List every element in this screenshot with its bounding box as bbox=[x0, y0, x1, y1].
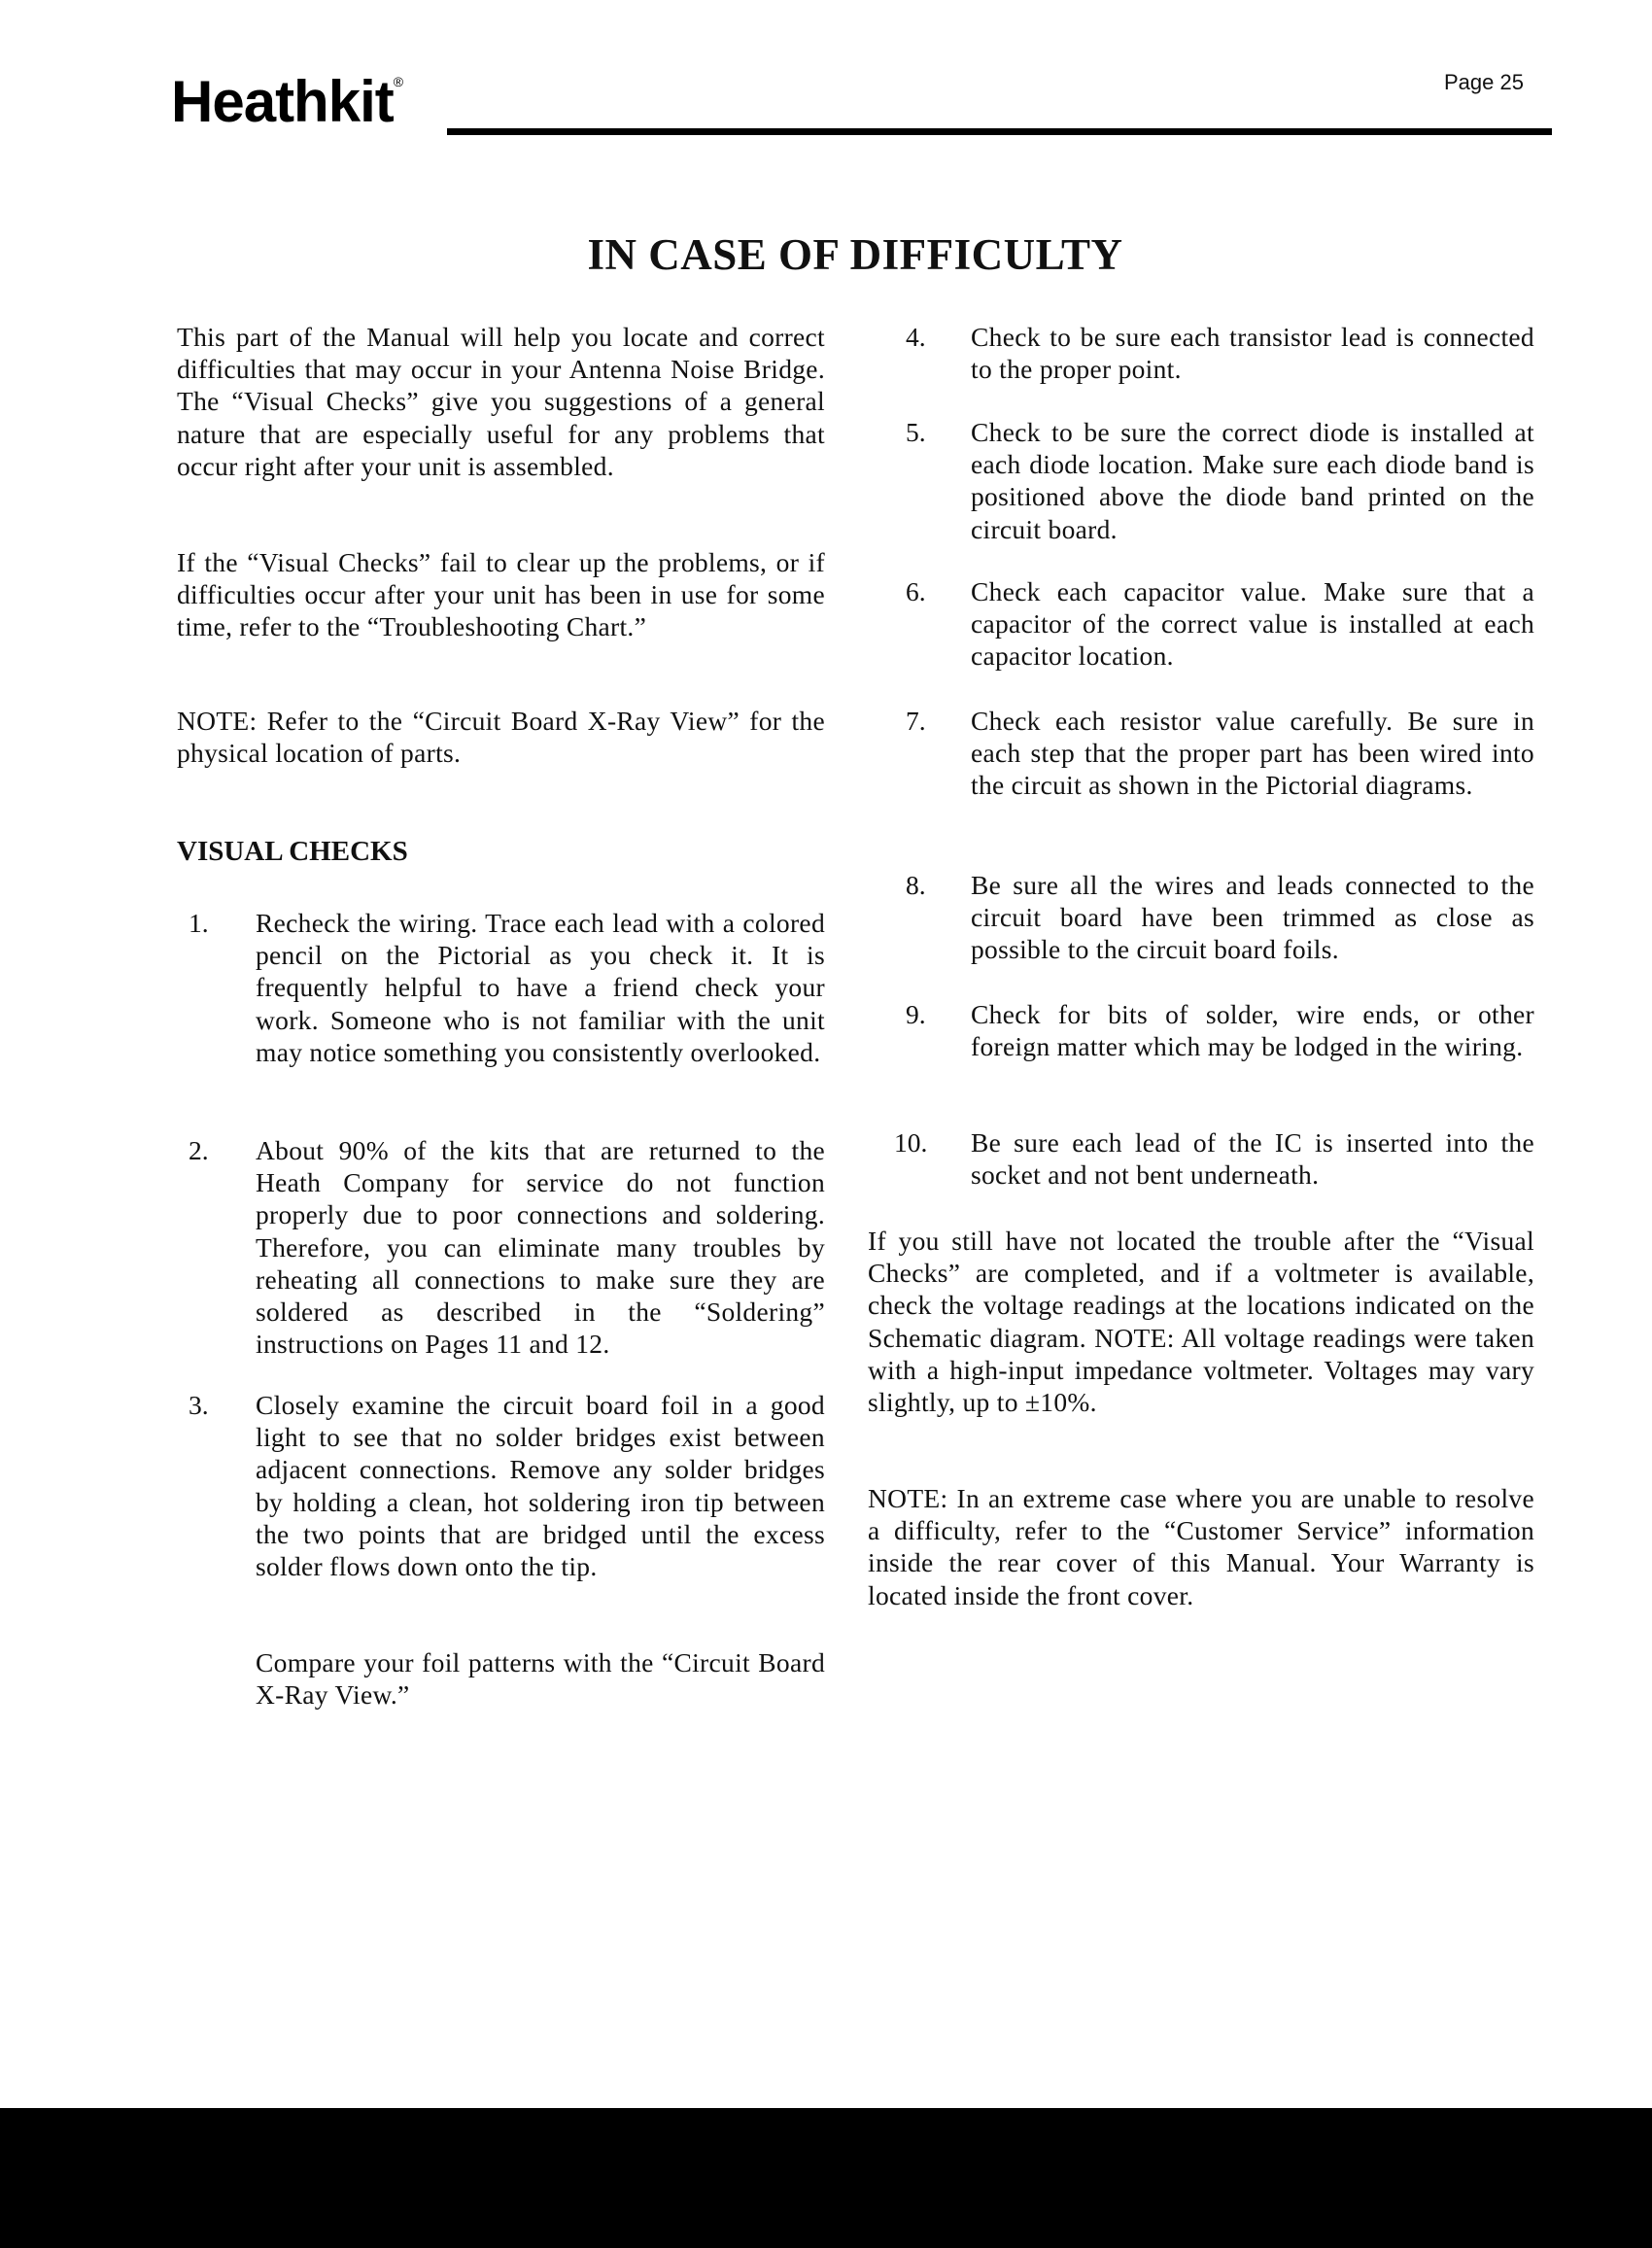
item-number: 1. bbox=[189, 908, 209, 938]
item-number: 2. bbox=[189, 1135, 209, 1165]
check-item: Check each capacitor value. Make sure that a capacitor of the correct value is installed at each capacitor location. bbox=[971, 576, 1534, 672]
check-item: Check for bits of solder, wire ends, or other foreign matter which may be lodged in the wiring. bbox=[971, 999, 1534, 1062]
intro-paragraph: If the “Visual Checks” fail to clear up the problems, or if difficulties occur after your unit has been in use for some time, refer to the “Troubleshooting Chart.” bbox=[177, 547, 825, 642]
registered-mark: ® bbox=[393, 74, 403, 89]
scan-border bbox=[0, 2108, 1652, 2248]
header-rule bbox=[447, 128, 1552, 135]
item-number: 6. bbox=[906, 576, 926, 606]
check-item: Check to be sure each transistor lead is connected to the proper point. bbox=[971, 322, 1534, 385]
check-item: Be sure all the wires and leads connected to the circuit board have been trimmed as close as possible to the circuit board foils. bbox=[971, 870, 1534, 965]
closing-note: NOTE: In an extreme case where you are unable to resolve a difficulty, refer to the “Customer Service” information inside the rear cover of this Manual. Your Warranty is located inside the front cover. bbox=[868, 1483, 1534, 1610]
closing-paragraph: If you still have not located the trouble after the “Visual Checks” are completed, and if a voltmeter is available, check the voltage readings at the locations indicated on the Schematic diagram. NOTE: All voltage readings were taken with a high-input impedance voltmeter. Voltages may vary slightly, up to ±10%. bbox=[868, 1226, 1534, 1418]
note-paragraph: NOTE: Refer to the “Circuit Board X-Ray View” for the physical location of parts. bbox=[177, 706, 825, 769]
page-number: Page 25 bbox=[1444, 70, 1524, 94]
check-item: About 90% of the kits that are returned to the Heath Company for service do not function properly due to poor connections and soldering. Therefore, you can eliminate many troubles by reheating all connections to make sure they are soldered as described in the “Soldering” instructions on Pages 11 and 12. bbox=[256, 1135, 825, 1360]
page-title: IN CASE OF DIFFICULTY bbox=[587, 230, 1123, 279]
item-number: 7. bbox=[906, 706, 926, 736]
item-number: 9. bbox=[906, 999, 926, 1029]
check-item: Recheck the wiring. Trace each lead with a colored pencil on the Pictorial as you check it. It is frequently helpful to have a friend check your work. Someone who is not familiar with the unit may notice something you consistently overlooked. bbox=[256, 908, 825, 1067]
brand-name: Heathkit bbox=[171, 69, 394, 134]
item-number: 8. bbox=[906, 870, 926, 900]
item-number: 4. bbox=[906, 322, 926, 352]
check-item-note: Compare your foil patterns with the “Circuit Board X-Ray View.” bbox=[256, 1647, 825, 1711]
heathkit-logo bbox=[171, 68, 402, 135]
intro-paragraph: This part of the Manual will help you locate and correct difficulties that may occur in your Antenna Noise Bridge. The “Visual Checks” give you suggestions of a general nature that are especially useful for any problems that occur right after your unit is assembled. bbox=[177, 322, 825, 481]
check-item: Closely examine the circuit board foil in a good light to see that no solder bridges exist between adjacent connections. Remove any solder bridges by holding a clean, hot soldering iron tip between the two points that are bridged until the excess solder flows down onto the tip. bbox=[256, 1390, 825, 1582]
item-number: 5. bbox=[906, 417, 926, 447]
check-item: Be sure each lead of the IC is inserted into the socket and not bent underneath. bbox=[971, 1127, 1534, 1191]
check-item: Check to be sure the correct diode is installed at each diode location. Make sure each diode band is positioned above the diode band printed on the circuit board. bbox=[971, 417, 1534, 544]
section-heading: VISUAL CHECKS bbox=[177, 836, 408, 867]
item-number: 3. bbox=[189, 1390, 209, 1420]
item-number: 10. bbox=[894, 1127, 928, 1158]
check-item: Check each resistor value carefully. Be sure in each step that the proper part has been wired into the circuit as shown in the Pictorial diagrams. bbox=[971, 706, 1534, 801]
